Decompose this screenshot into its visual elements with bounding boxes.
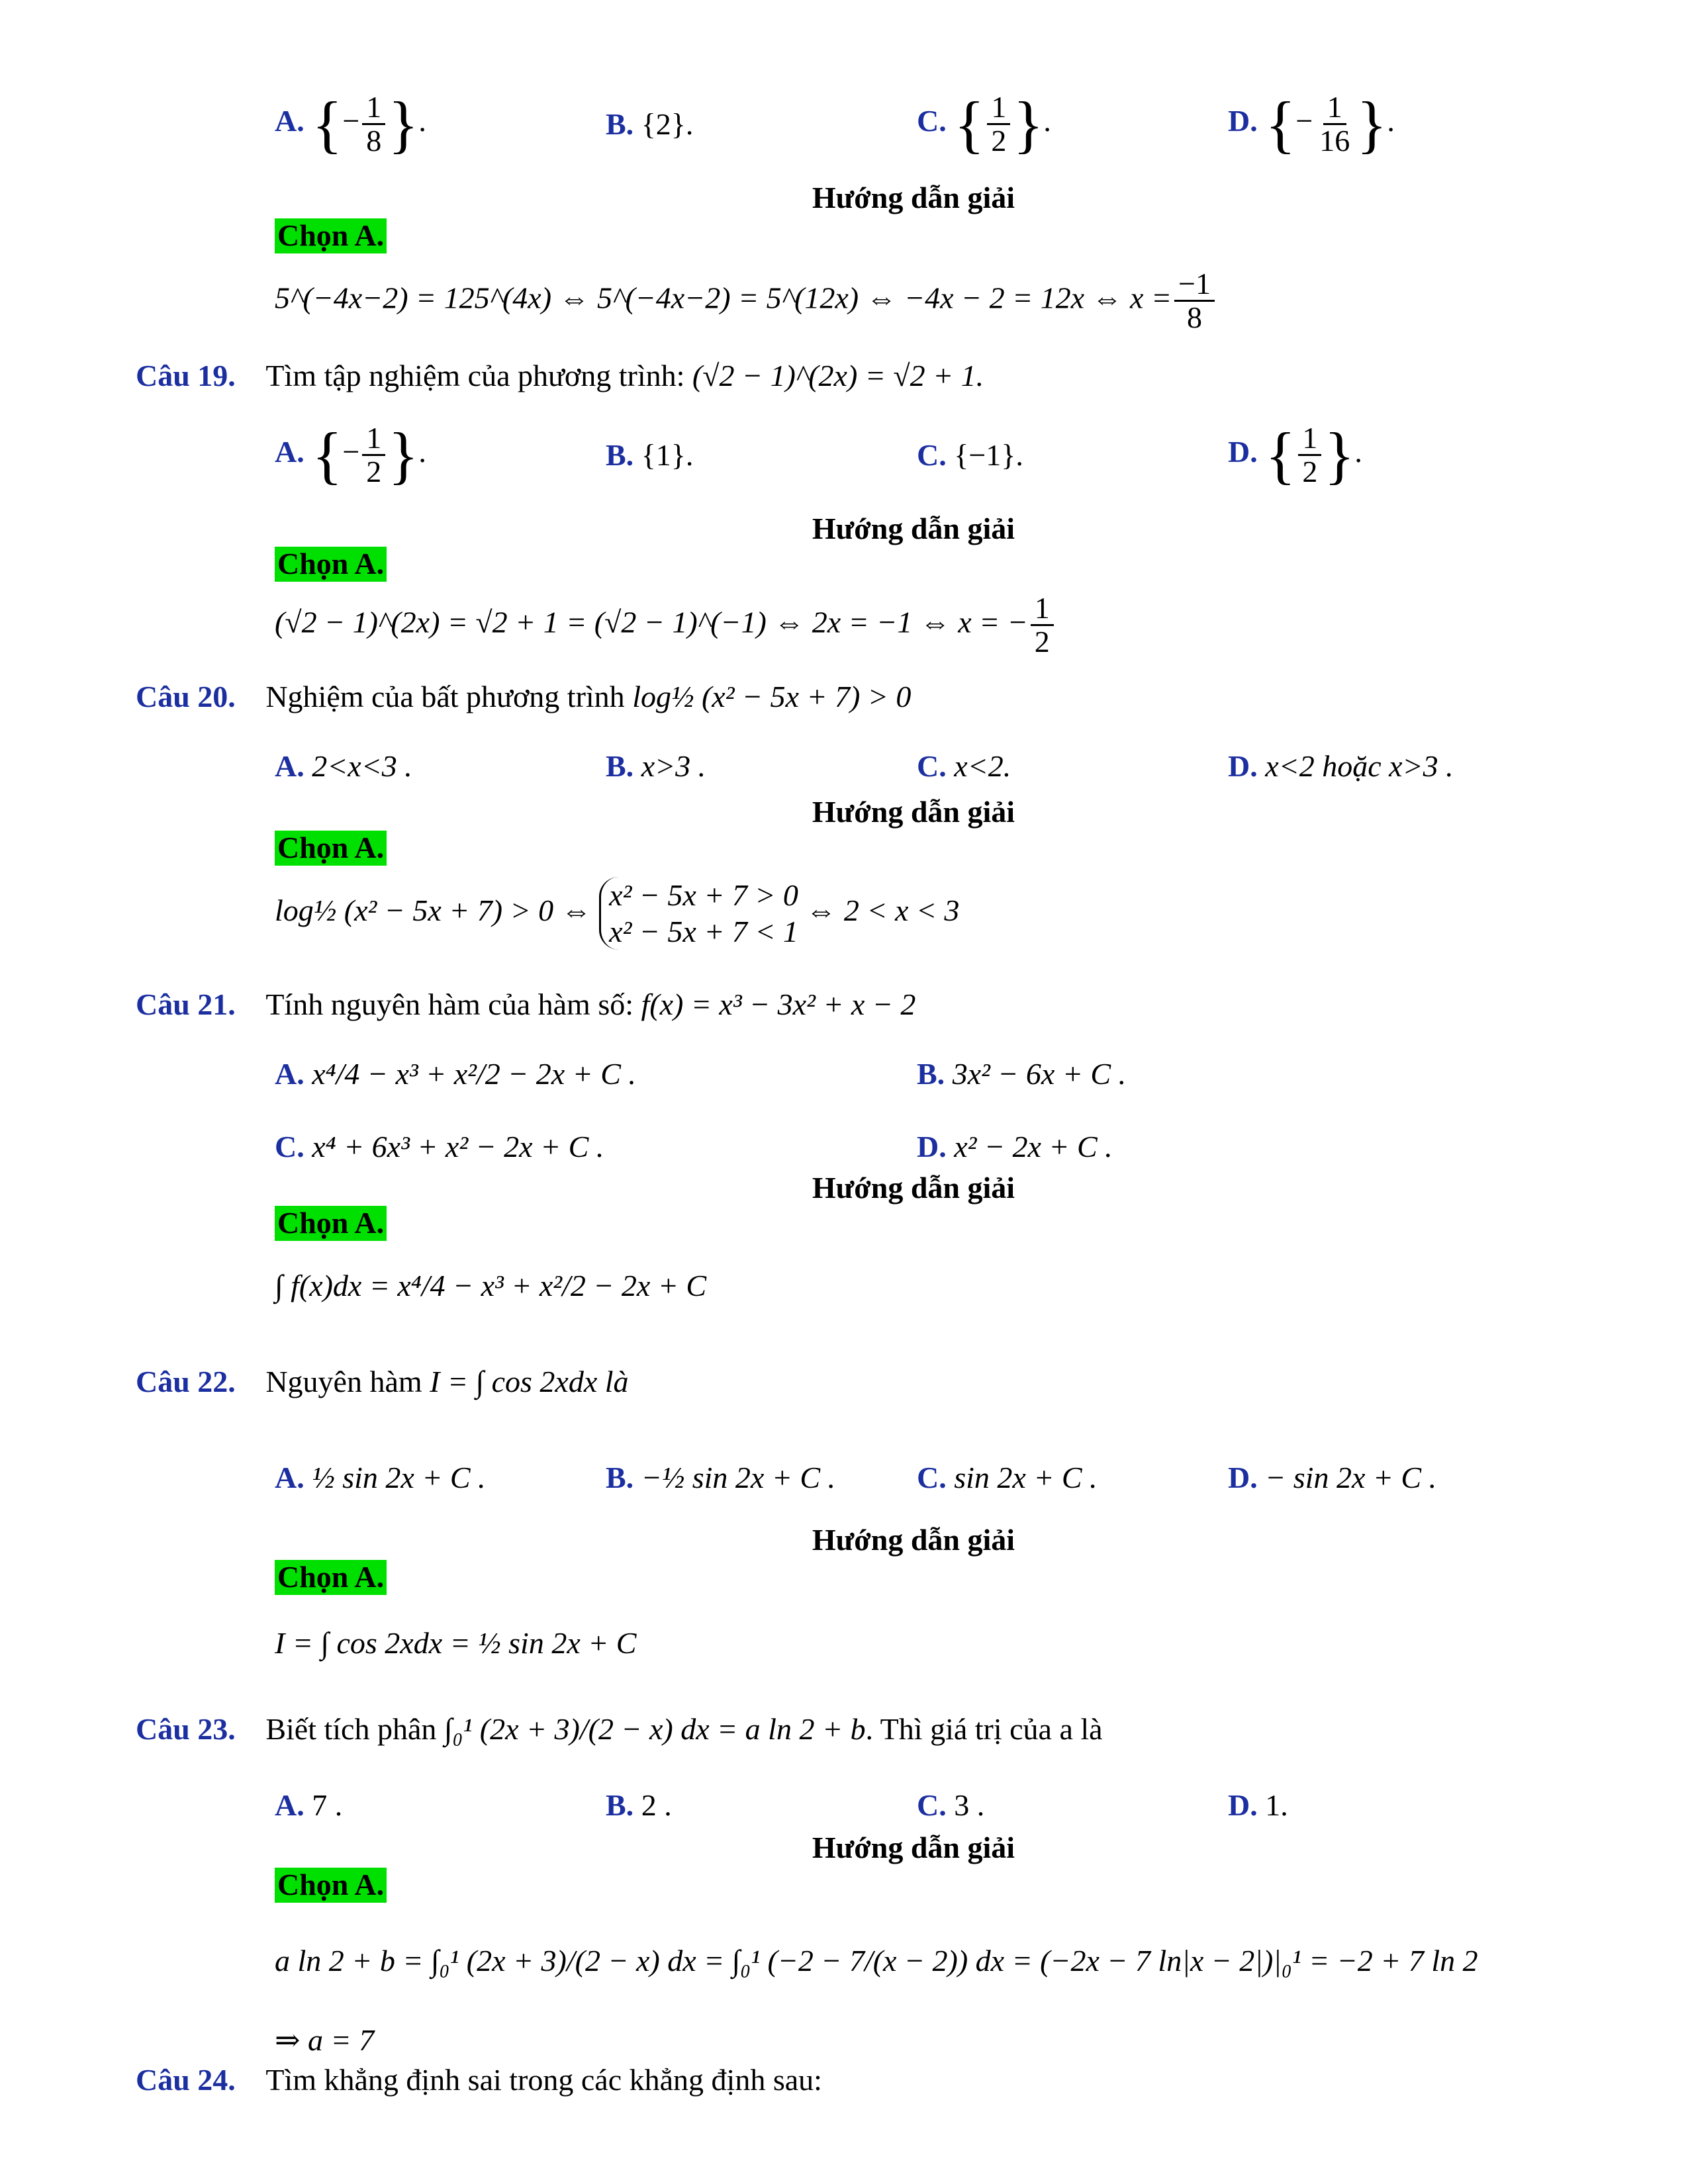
q20-option-c: C. x<2. [917,749,1011,783]
question-22: Câu 22. Nguyên hàm I = ∫ cos 2xdx là [136,1365,629,1398]
question-23: Câu 23. Biết tích phân ∫₀¹ (2x + 3)/(2 − x) dx = a ln 2 + b. Thì giá trị của a là [136,1712,1103,1746]
question-21: Câu 21. Tính nguyên hàm của hàm số: f(x) = x³ − 3x² + x − 2 [136,987,916,1021]
q18-option-b: B. {2}. [606,107,694,141]
q23-conclusion: ⇒ a = 7 [275,2023,375,2057]
answer-choice: Chọn A. [275,547,387,582]
q23-option-d: D. 1. [1228,1788,1288,1822]
q20-option-b: B. x>3 . [606,749,706,783]
answer-choice: Chọn A. [275,218,387,253]
solution-heading: Hướng dẫn giải [812,1523,1015,1557]
q19-solution: (√2 − 1)^(2x) = √2 + 1 = (√2 − 1)^(−1) ⇔ 2x = −1 ⇔ x = − $\frac{1}{2}$ [275,592,1056,659]
answer-choice: Chọn A. [275,1560,387,1595]
q22-solution: I = ∫ cos 2xdx = ½ sin 2x + C [275,1626,637,1660]
answer-choice: Chọn A. [275,1868,387,1903]
q23-solution: a ln 2 + b = ∫₀¹ (2x + 3)/(2 − x) dx = ∫₀¹ (−2 − 7/(x − 2)) dx = (−2x − 7 ln|x − 2|)|₀¹ = −2 + 7 ln 2 [275,1944,1478,1978]
q18-solution: 5^(−4x−2) = 125^(4x) ⇔ 5^(−4x−2) = 5^(12x) ⇔ −4x − 2 = 12x ⇔ x = $\frac{-1}{8}$ [275,268,1217,334]
q23-option-a: A. 7 . [275,1788,343,1822]
q20-option-d: D. x<2 hoặc x>3 . [1228,749,1454,783]
q21-option-c: C. x⁴ + 6x³ + x² − 2x + C . [275,1130,604,1163]
q23-option-c: C. 3 . [917,1788,985,1822]
q18-option-a: A. {− $\frac{1}{8}$ }. [275,89,426,159]
solution-heading: Hướng dẫn giải [812,1831,1015,1864]
question-24: Câu 24. Tìm khẳng định sai trong các khẳng định sau: [136,2063,822,2097]
answer-choice: Chọn A. [275,831,387,866]
q22-option-d: D. − sin 2x + C . [1228,1461,1437,1494]
q20-solution: log½ (x² − 5x + 7) > 0 ⇔ x² − 5x + 7 > 0 x² − 5x + 7 < 1 ⇔ 2 < x < 3 [275,877,959,950]
q19-option-a: A. {− $\frac{1}{2}$ }. [275,420,426,490]
q22-option-c: C. sin 2x + C . [917,1461,1098,1494]
q19-option-d: D. { $\frac{1}{2}$ }. [1228,420,1362,490]
q22-option-a: A. ½ sin 2x + C . [275,1461,486,1494]
q18-option-d: D. {− $\frac{1}{16}$ }. [1228,89,1395,159]
q23-option-b: B. 2 . [606,1788,672,1822]
q18-option-c: C. { $\frac{1}{2}$ }. [917,89,1051,159]
answer-choice: Chọn A. [275,1206,387,1241]
q20-option-a: A. 2<x<3 . [275,749,412,783]
q21-solution: ∫ f(x)dx = x⁴/4 − x³ + x²/2 − 2x + C [275,1269,707,1302]
solution-heading: Hướng dẫn giải [812,1171,1015,1205]
q19-option-b: B. {1}. [606,438,694,472]
question-20: Câu 20. Nghiệm của bất phương trình log½ (x² − 5x + 7) > 0 [136,680,912,713]
q21-option-b: B. 3x² − 6x + C . [917,1057,1127,1091]
q22-option-b: B. −½ sin 2x + C . [606,1461,836,1494]
q21-option-a: A. x⁴/4 − x³ + x²/2 − 2x + C . [275,1057,636,1091]
q19-option-c: C. {−1}. [917,438,1023,472]
solution-heading: Hướng dẫn giải [812,181,1015,214]
question-19: Câu 19. Tìm tập nghiệm của phương trình: (√2 − 1)^(2x) = √2 + 1. [136,359,984,392]
solution-heading: Hướng dẫn giải [812,512,1015,545]
q21-option-d: D. x² − 2x + C . [917,1130,1113,1163]
solution-heading: Hướng dẫn giải [812,795,1015,829]
